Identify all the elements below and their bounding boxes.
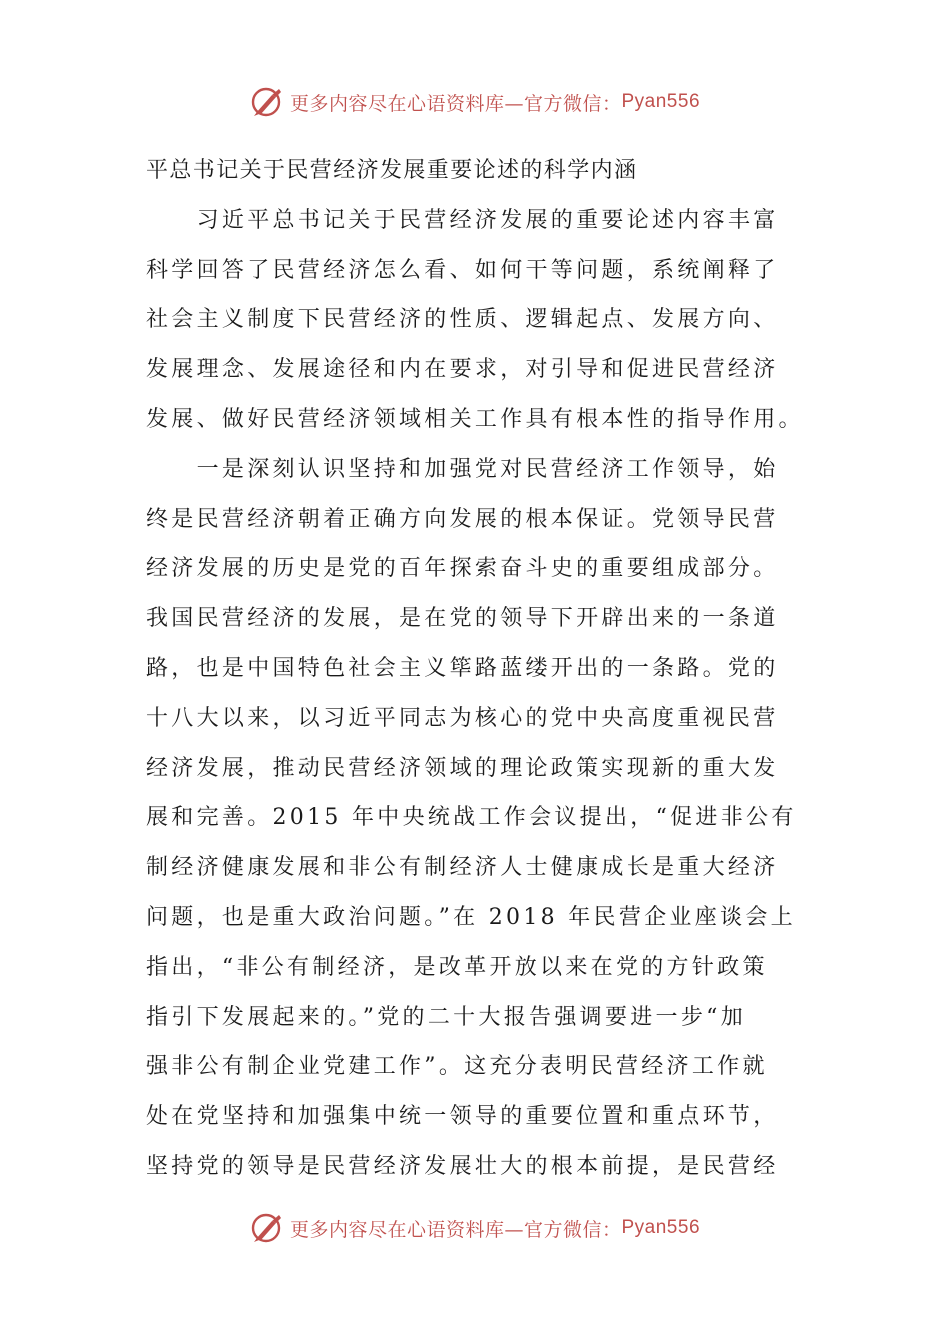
header-banner-text: 更多内容尽在心语资料库—官方微信： [289,92,622,115]
document-line: 终是民营经济朝着正确方向发展的根本保证。党领导民营 [146,506,779,532]
document-line: 坚持党的领导是民营经济发展壮大的根本前提，是民营经 [146,1153,779,1179]
document-body [146,146,808,1192]
document-line: 经济发展的历史是党的百年探索奋斗史的重要组成部分。 [146,556,779,582]
footer-banner [0,1208,950,1248]
document-line: 十八大以来，以习近平同志为核心的党中央高度重视民营 [146,705,779,731]
document-line: 平总书记关于民营经济发展重要论述的科学内涵 [146,158,638,183]
document-line: 指出，“非公有制经济，是改革开放以来在党的方针政策 [146,954,768,980]
document-line: 一是深刻认识坚持和加强党对民营经济工作领导，始 [146,456,779,482]
header-banner [0,82,950,122]
document-line: 发展、做好民营经济领域相关工作具有根本性的指导作用。 [146,406,804,432]
document-line: 制经济健康发展和非公有制经济人士健康成长是重大经济 [146,855,779,881]
document-line: 强非公有制企业党建工作”。这充分表明民营经济工作就 [146,1054,768,1080]
footer-banner-contact: Pyan556 [621,1217,701,1238]
pen-logo-icon [250,85,284,119]
document-line: 我国民营经济的发展，是在党的领导下开辟出来的一条道 [146,606,779,632]
footer-banner-text: 更多内容尽在心语资料库—官方微信： [289,1218,622,1241]
document-line: 指引下发展起来的。”党的二十大报告强调要进一步“加 [146,1004,746,1030]
document-line: 路，也是中国特色社会主义筚路蓝缕开出的一条路。党的 [146,655,779,681]
document-line: 处在党坚持和加强集中统一领导的重要位置和重点环节， [146,1104,779,1130]
document-line: 发展理念、发展途径和内在要求，对引导和促进民营经济 [146,357,779,383]
header-banner-contact: Pyan556 [621,91,701,112]
document-line: 社会主义制度下民营经济的性质、逻辑起点、发展方向、 [146,307,779,333]
document-line: 科学回答了民营经济怎么看、如何干等问题，系统阐释了 [146,257,779,283]
document-line: 习近平总书记关于民营经济发展的重要论述内容丰富 [146,207,779,233]
document-line: 经济发展，推动民营经济领域的理论政策实现新的重大发 [146,755,779,781]
document-line: 展和完善。2015 年中央统战工作会议提出，“促进非公有 [146,805,797,831]
pen-logo-icon [250,1211,284,1245]
document-line: 问题，也是重大政治问题。”在 2018 年民营企业座谈会上 [146,904,796,930]
